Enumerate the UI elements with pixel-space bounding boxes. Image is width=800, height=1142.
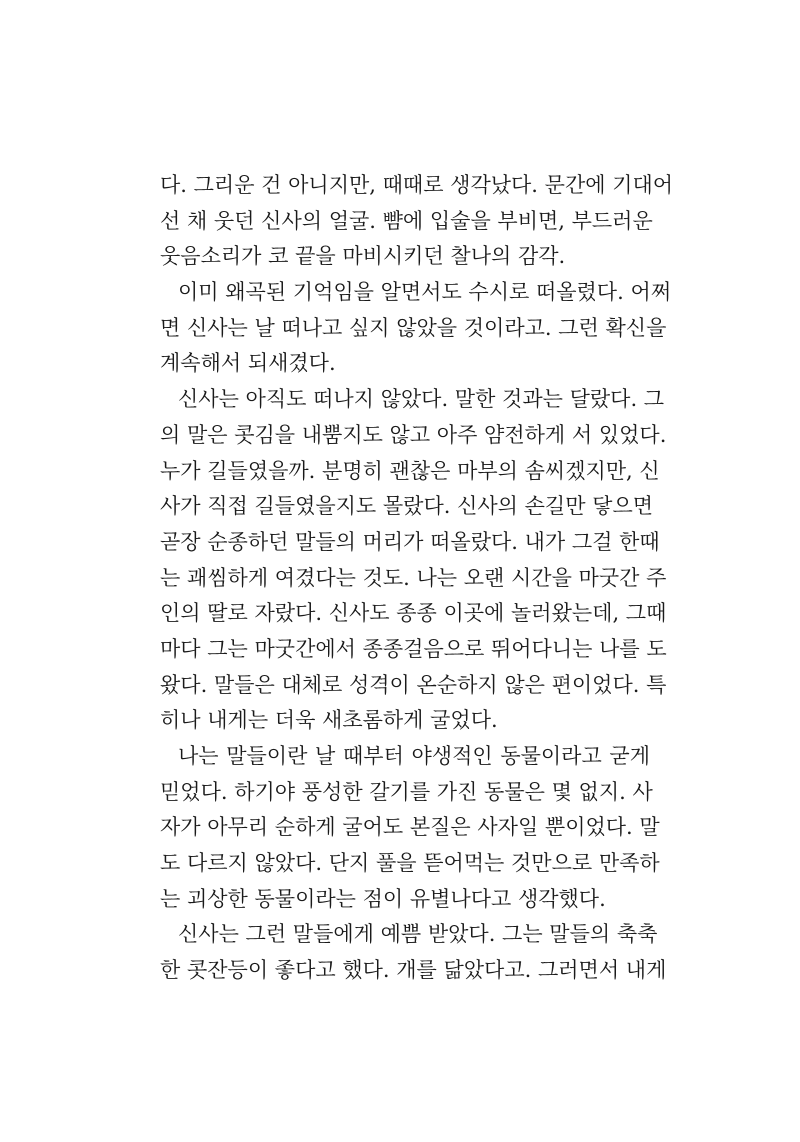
text-line: 누가 길들였을까. 분명히 괜찮은 마부의 솜씨겠지만, 신 xyxy=(160,458,660,483)
text-line: 나는 말들이란 날 때부터 야생적인 동물이라고 굳게 xyxy=(178,744,650,768)
text-line: 왔다. 말들은 대체로 성격이 온순하지 않은 편이었다. 특 xyxy=(160,672,667,697)
body-text xyxy=(160,168,674,989)
text-line: 도 다르지 않았다. 단지 풀을 뜯어먹는 것만으로 만족하 xyxy=(160,851,660,876)
text-line: 마다 그는 마굿간에서 종종걸음으로 뛰어다니는 나를 도 xyxy=(160,636,667,661)
text-line: 웃음소리가 코 끝을 마비시키던 찰나의 감각. xyxy=(160,244,566,269)
text-line: 계속해서 되새겼다. xyxy=(160,351,336,376)
text-line: 면 신사는 날 떠나고 싶지 않았을 것이라고. 그런 확신을 xyxy=(160,315,667,340)
text-line: 선 채 웃던 신사의 얼굴. 뺨에 입술을 부비면, 부드러운 xyxy=(160,208,653,233)
text-line: 히나 내게는 더욱 새초롬하게 굴었다. xyxy=(160,708,498,733)
text-line: 인의 딸로 자랐다. 신사도 종종 이곳에 놀러왔는데, 그때 xyxy=(160,601,667,626)
text-line: 이미 왜곡된 기억임을 알면서도 수시로 떠올렸다. 어쩌 xyxy=(178,280,672,305)
text-line: 는 괘씸하게 여겼다는 것도. 나는 오랜 시간을 마굿간 주 xyxy=(160,565,667,590)
text-line: 는 괴상한 동물이라는 점이 유별나다고 생각했다. xyxy=(160,886,606,911)
text-line: 다. 그리운 건 아니지만, 때때로 생각났다. 문간에 기대어 xyxy=(160,173,674,197)
text-line: 의 말은 콧김을 내뿜지도 않고 아주 얌전하게 서 있었다. xyxy=(160,422,667,447)
text-line: 한 콧잔등이 좋다고 했다. 개를 닮았다고. 그러면서 내게 xyxy=(160,958,667,983)
text-line: 사가 직접 길들였을지도 몰랐다. 신사의 손길만 닿으면 xyxy=(160,494,654,519)
text-line: 자가 아무리 순하게 굴어도 본질은 사자일 뿐이었다. 말 xyxy=(160,815,660,840)
text-line: 신사는 그런 말들에게 예쁨 받았다. 그는 말들의 축축 xyxy=(178,922,658,947)
text-line: 신사는 아직도 떠나지 않았다. 말한 것과는 달랐다. 그 xyxy=(178,387,665,412)
text-line: 믿었다. 하기야 풍성한 갈기를 가진 동물은 몇 없지. 사 xyxy=(160,779,653,804)
text-line: 곧장 순종하던 말들의 머리가 떠올랐다. 내가 그걸 한때 xyxy=(160,529,660,554)
